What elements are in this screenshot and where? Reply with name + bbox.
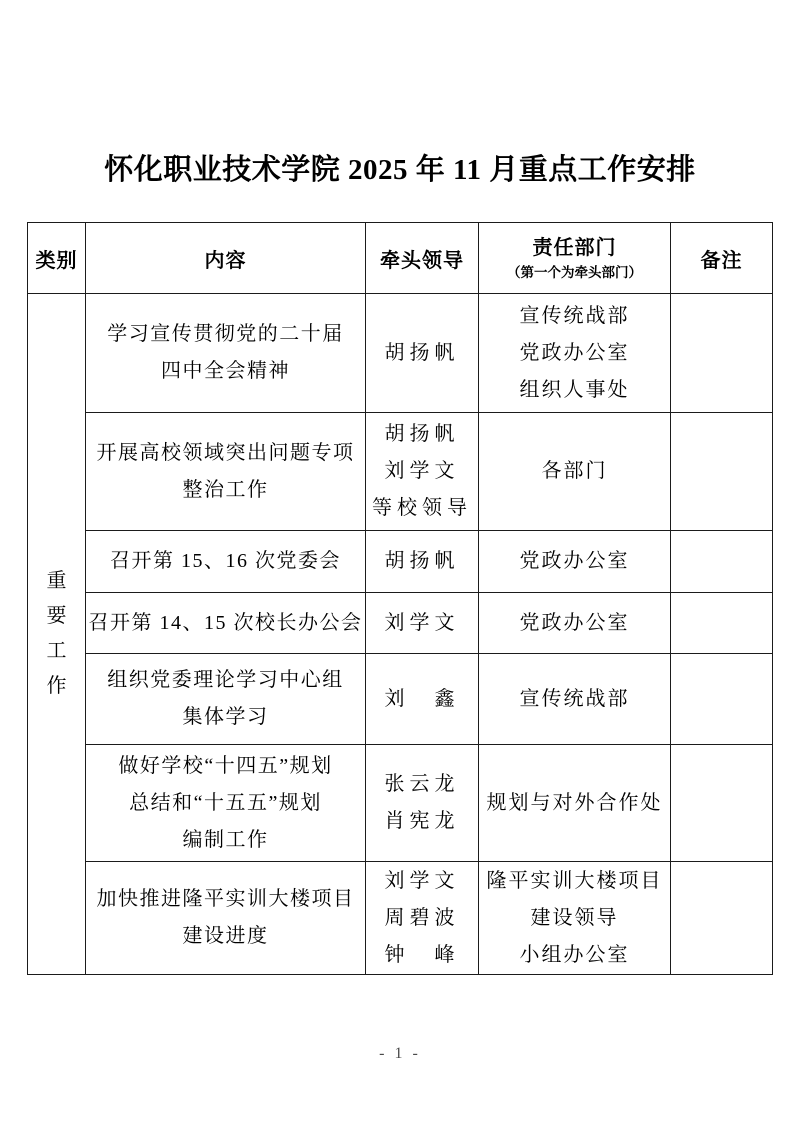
- cell-content: 加快推进隆平实训大楼项目 建设进度: [86, 862, 366, 975]
- cell-remarks: [671, 294, 773, 413]
- header-row: [28, 223, 773, 294]
- table-body: [28, 294, 773, 975]
- cell-remarks: [671, 654, 773, 745]
- work-schedule-table: [27, 222, 773, 975]
- header-dept-note: （第一个为牵头部门）: [507, 264, 642, 280]
- header-dept: [479, 223, 671, 294]
- cell-dept: 党政办公室: [479, 531, 671, 593]
- table-row: [28, 654, 773, 745]
- cell-content: 学习宣传贯彻党的二十届 四中全会精神: [86, 294, 366, 413]
- cell-content: 开展高校领域突出问题专项 整治工作: [86, 413, 366, 531]
- table-row: [28, 413, 773, 531]
- cell-dept: 规划与对外合作处: [479, 745, 671, 862]
- cell-dept: 隆平实训大楼项目 建设领导 小组办公室: [479, 862, 671, 975]
- category-cell: 重 要 工 作: [28, 294, 86, 975]
- table-row: [28, 593, 773, 654]
- cell-remarks: [671, 745, 773, 862]
- cell-content: 做好学校“十四五”规划 总结和“十五五”规划 编制工作: [86, 745, 366, 862]
- table-row: [28, 531, 773, 593]
- cell-leader: 胡扬帆: [366, 294, 479, 413]
- cell-dept: 宣传统战部 党政办公室 组织人事处: [479, 294, 671, 413]
- cell-remarks: [671, 593, 773, 654]
- cell-content: 召开第 15、16 次党委会: [86, 531, 366, 593]
- cell-remarks: [671, 862, 773, 975]
- header-content: 内容: [86, 223, 366, 294]
- header-remarks: 备注: [671, 223, 773, 294]
- cell-leader: 刘 鑫: [366, 654, 479, 745]
- table-row: [28, 745, 773, 862]
- cell-content: 召开第 14、15 次校长办公会: [86, 593, 366, 654]
- cell-leader: 张云龙 肖宪龙: [366, 745, 479, 862]
- cell-leader: 胡扬帆 刘学文 等校领导: [366, 413, 479, 531]
- page-title: 怀化职业技术学院 2025 年 11 月重点工作安排: [104, 154, 696, 186]
- cell-content: 组织党委理论学习中心组 集体学习: [86, 654, 366, 745]
- cell-leader: 刘学文: [366, 593, 479, 654]
- header-dept-label: 责任部门: [532, 236, 617, 259]
- header-category: 类别: [28, 223, 86, 294]
- table-row: [28, 294, 773, 413]
- table-row: [28, 862, 773, 975]
- header-leader: 牵头领导: [366, 223, 479, 294]
- cell-remarks: [671, 531, 773, 593]
- cell-leader: 刘学文 周碧波 钟 峰: [366, 862, 479, 975]
- table-header: [28, 223, 773, 294]
- cell-dept: 党政办公室: [479, 593, 671, 654]
- cell-remarks: [671, 413, 773, 531]
- page-number: - 1 -: [379, 1045, 421, 1062]
- cell-leader: 胡扬帆: [366, 531, 479, 593]
- cell-dept: 各部门: [479, 413, 671, 531]
- cell-dept: 宣传统战部: [479, 654, 671, 745]
